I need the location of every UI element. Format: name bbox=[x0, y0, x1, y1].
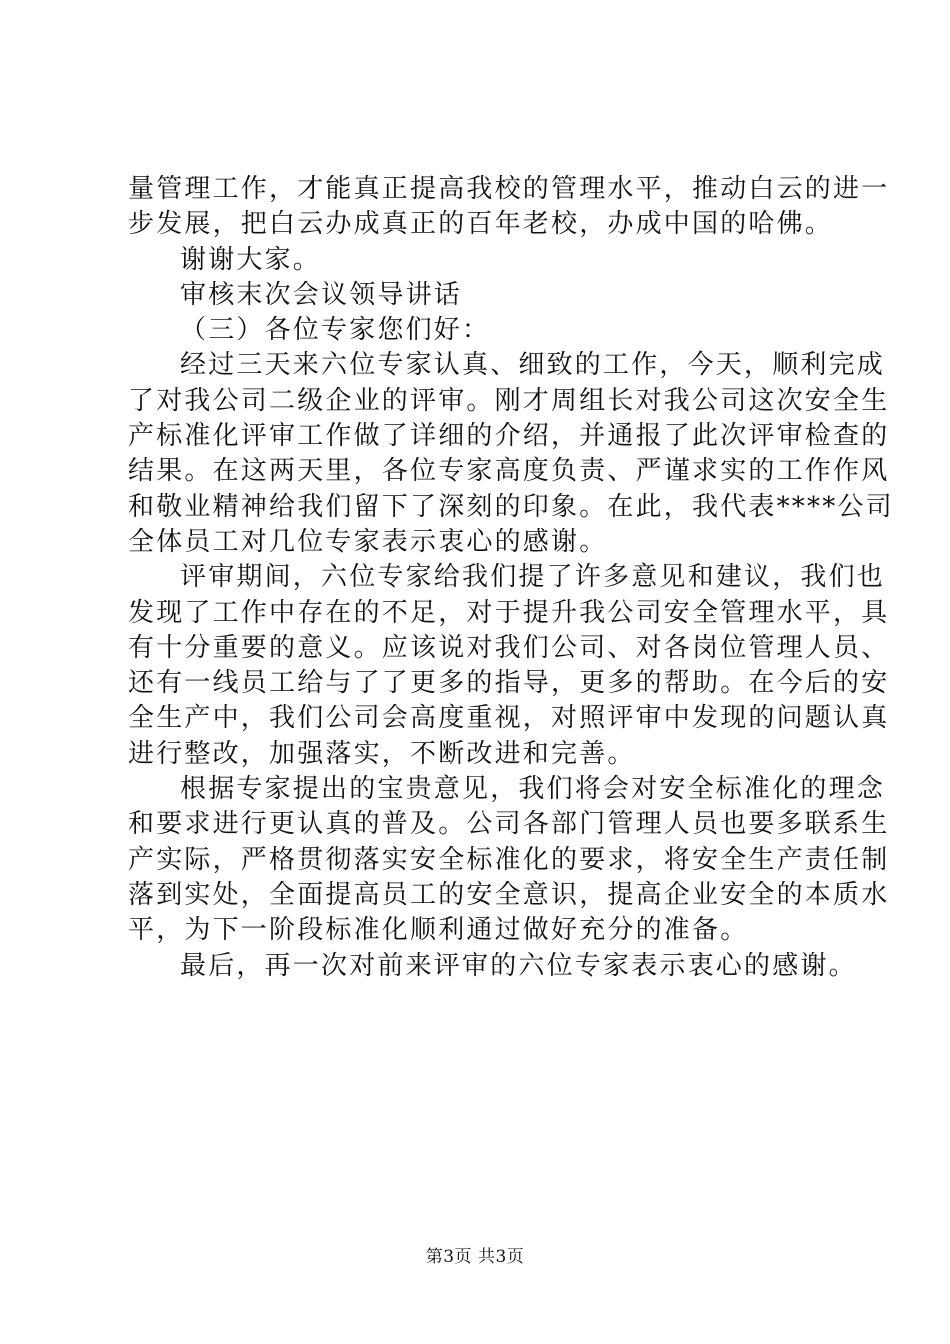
text-line: 评审期间，六位专家给我们提了许多意见和建议，我们也 bbox=[180, 562, 886, 593]
document-body bbox=[128, 172, 894, 984]
text-line: 产实际，严格贯彻落实安全标准化的要求，将安全生产责任制 bbox=[128, 844, 890, 875]
text-line: 还有一线员工给与了了更多的指导，更多的帮助。在今后的安 bbox=[128, 668, 890, 699]
text-line: 谢谢大家。 bbox=[180, 244, 322, 275]
text-line: 量管理工作，才能真正提高我校的管理水平，推动白云的进一 bbox=[128, 174, 890, 204]
text-line: 和敬业精神给我们留下了深刻的印象。在此，我代表****公司 bbox=[128, 491, 894, 522]
text-line: 产标准化评审工作做了详细的介绍，并通报了此次评审检查的 bbox=[128, 421, 890, 452]
text-line: 进行整改，加强落实，不断改进和完善。 bbox=[128, 738, 636, 769]
text-line: 根据专家提出的宝贵意见，我们将会对安全标准化的理念 bbox=[180, 774, 886, 805]
text-line: 落到实处，全面提高员工的安全意识，提高企业安全的本质水 bbox=[128, 879, 890, 910]
text-line: 平，为下一阶段标准化顺利通过做好充分的准备。 bbox=[128, 915, 749, 946]
text-line: 结果。在这两天里，各位专家高度负责、严谨求实的工作作风 bbox=[128, 456, 890, 487]
page-footer: 第3页 共3页 bbox=[425, 1247, 525, 1267]
text-line: 发现了工作中存在的不足，对于提升我公司安全管理水平，具 bbox=[128, 597, 890, 628]
text-line: （三）各位专家您们好： bbox=[180, 315, 491, 346]
text-line: 经过三天来六位专家认真、细致的工作，今天，顺利完成 bbox=[180, 350, 886, 381]
text-line: 和要求进行更认真的普及。公司各部门管理人员也要多联系生 bbox=[128, 809, 890, 840]
text-line: 最后，再一次对前来评审的六位专家表示衷心的感谢。 bbox=[180, 950, 857, 981]
text-line: 审核末次会议领导讲话 bbox=[180, 279, 463, 310]
text-line: 全生产中，我们公司会高度重视，对照评审中发现的问题认真 bbox=[128, 703, 890, 734]
text-line: 步发展，把白云办成真正的百年老校，办成中国的哈佛。 bbox=[128, 209, 834, 240]
text-line: 有十分重要的意义。应该说对我们公司、对各岗位管理人员、 bbox=[128, 632, 890, 663]
text-line: 了对我公司二级企业的评审。刚才周组长对我公司这次安全生 bbox=[128, 385, 890, 416]
text-line: 全体员工对几位专家表示衷心的感谢。 bbox=[128, 526, 608, 557]
